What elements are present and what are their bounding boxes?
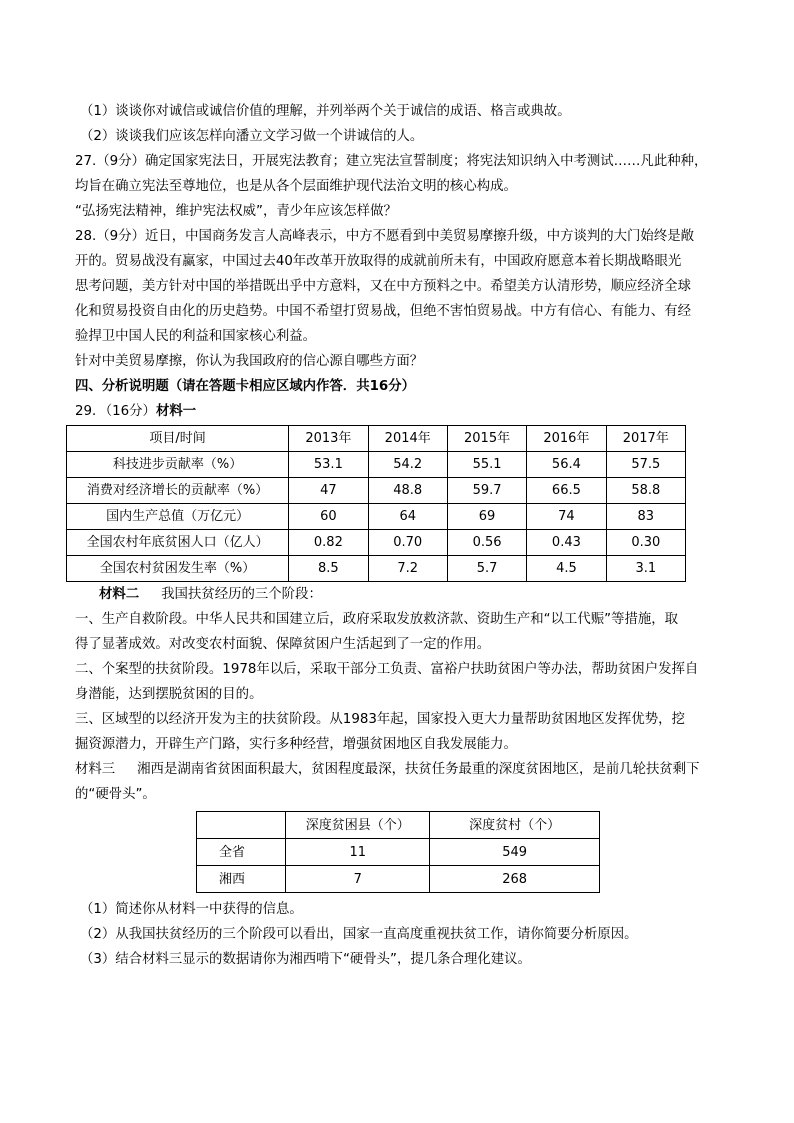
table-cell: 55.1 <box>447 452 526 478</box>
table-cell: 全国农村贫困发生率（%） <box>67 556 289 582</box>
table-cell: 科技进步贡献率（%） <box>67 452 289 478</box>
material-3-line2: 的“硬骨头”。 <box>75 787 156 802</box>
question-27-prompt: “弘扬宪法精神，维护宪法权威”，青少年应该怎样做？ <box>75 204 397 219</box>
material-2-stage2-line2: 身潜能，达到摆脱贫困的目的。 <box>75 687 263 702</box>
material-2-title: 我国扶贫经历的三个阶段： <box>161 587 322 602</box>
table-cell: 5.7 <box>447 556 526 582</box>
question-29-sub3: （3）结合材料三显示的数据请你为湘西啃下“硬骨头”，提几条合理化建议。 <box>80 952 531 967</box>
table-header-cell: 2015年 <box>447 426 526 452</box>
material-2-label: 材料二 <box>99 587 140 602</box>
question-26-sub2: （2）谈谈我们应该怎样向潘立文学习做一个讲诚信的人。 <box>80 129 424 144</box>
table-cell: 69 <box>447 504 526 530</box>
table-cell: 549 <box>430 839 600 866</box>
table-header-cell: 2014年 <box>368 426 447 452</box>
table-cell: 0.82 <box>289 530 368 556</box>
table-cell: 53.1 <box>289 452 368 478</box>
table-cell: 消费对经济增长的贡献率（%） <box>67 478 289 504</box>
material-2-stage3-line2: 掘资源潜力，开辟生产门路，实行多种经营，增强贫困地区自我发展能力。 <box>75 737 517 752</box>
material-3-text: 湘西是湖南省贫困面积最大，贫困程度最深，扶贫任务最重的深度贫困地区，是前几轮扶贫剩下 <box>137 762 700 777</box>
table-header-cell: 2013年 <box>289 426 368 452</box>
table-row <box>67 504 686 530</box>
table-cell: 58.8 <box>606 478 685 504</box>
material-2-heading <box>75 582 723 607</box>
table-row <box>67 556 686 582</box>
table-cell: 全国农村年底贫困人口（亿人） <box>67 530 289 556</box>
question-29-number: 29．（16分） <box>75 404 156 419</box>
table-cell: 59.7 <box>447 478 526 504</box>
table-cell: 268 <box>430 866 600 893</box>
material-1-table <box>66 425 686 582</box>
table-cell: 国内生产总值（万亿元） <box>67 504 289 530</box>
table-header-row <box>197 812 600 839</box>
table-cell: 7 <box>286 866 430 893</box>
table-cell: 3.1 <box>606 556 685 582</box>
table-cell: 全省 <box>197 839 286 866</box>
table-cell: 74 <box>527 504 606 530</box>
material-3-label: 材料三 <box>75 762 116 777</box>
material-2-stage1-line1: 一、生产自救阶段。中华人民共和国建立后，政府采取发放救济款、资助生产和“以工代赈”等措施，取 <box>75 612 679 627</box>
table-cell: 83 <box>606 504 685 530</box>
question-28-line2: 开的。贸易战没有赢家，中国过去40年改革开放取得的成就前所未有，中国政府愿意本着长期战略眼光 <box>75 254 682 269</box>
table-cell: 11 <box>286 839 430 866</box>
table-cell: 66.5 <box>527 478 606 504</box>
material-2-stage2-line1: 二、个案型的扶贫阶段。1978年以后，采取干部分工负责、富裕户扶助贫困户等办法，帮助贫困户发挥自 <box>75 662 699 677</box>
table-header-cell: 2017年 <box>606 426 685 452</box>
material-1-label: 材料一 <box>155 404 197 419</box>
question-27-line1: 27.（9分）确定国家宪法日，开展宪法教育；建立宪法宣誓制度；将宪法知识纳入中考测试……凡此种种， <box>75 154 708 169</box>
table-row <box>67 478 686 504</box>
table-cell: 54.2 <box>368 452 447 478</box>
material-3-line1 <box>75 757 723 782</box>
question-27-line2: 均旨在确立宪法至尊地位，也是从各个层面维护现代法治文明的核心构成。 <box>75 179 517 194</box>
table-cell: 47 <box>289 478 368 504</box>
exam-page <box>75 99 723 972</box>
material-2-stage1-line2: 得了显著成效。对改变农村面貌、保障贫困户生活起到了一定的作用。 <box>75 637 491 652</box>
table-row <box>67 530 686 556</box>
table-cell: 4.5 <box>527 556 606 582</box>
question-28-line3: 思考问题，美方针对中国的举措既出乎中方意料，又在中方预料之中。希望美方认清形势，顺应经济全球 <box>75 279 691 294</box>
table-cell: 60 <box>289 504 368 530</box>
table-row <box>197 866 600 893</box>
table-cell: 0.30 <box>606 530 685 556</box>
table-row <box>197 839 600 866</box>
table-cell: 48.8 <box>368 478 447 504</box>
question-29-sub2: （2）从我国扶贫经历的三个阶段可以看出，国家一直高度重视扶贫工作，请你简要分析原因。 <box>80 927 638 942</box>
table-header-cell: 2016年 <box>527 426 606 452</box>
table-cell: 7.2 <box>368 556 447 582</box>
table-cell: 8.5 <box>289 556 368 582</box>
question-28-line1: 28.（9分）近日，中国商务发言人高峰表示，中方不愿看到中美贸易摩擦升级，中方谈判的大门始终是敞 <box>75 229 694 244</box>
table-cell: 湘西 <box>197 866 286 893</box>
table-header-cell <box>197 812 286 839</box>
question-29-label <box>75 399 723 424</box>
question-28-prompt: 针对中美贸易摩擦，你认为我国政府的信心源自哪些方面？ <box>75 354 424 369</box>
table-cell: 0.56 <box>447 530 526 556</box>
question-28-line4: 化和贸易投资自由化的历史趋势。中国不希望打贸易战，但绝不害怕贸易战。中方有信心、有能力、有经 <box>75 304 691 319</box>
table-row <box>67 452 686 478</box>
section-4-title: 四、分析说明题（请在答题卡相应区域内作答．共16分） <box>75 379 416 394</box>
material-3-table <box>196 811 600 893</box>
table-header-cell: 深度贫困县（个） <box>286 812 430 839</box>
question-29-sub1: （1）简述你从材料一中获得的信息。 <box>80 902 303 917</box>
question-28-line5: 验捍卫中国人民的利益和国家核心利益。 <box>75 329 317 344</box>
table-cell: 57.5 <box>606 452 685 478</box>
table-cell: 64 <box>368 504 447 530</box>
table-header-cell: 项目/时间 <box>67 426 289 452</box>
table-header-cell: 深度贫村（个） <box>430 812 600 839</box>
table-cell: 56.4 <box>527 452 606 478</box>
material-2-stage3-line1: 三、区域型的以经济开发为主的扶贫阶段。从1983年起，国家投入更大力量帮助贫困地区发挥优势，挖 <box>75 712 685 727</box>
table-cell: 0.43 <box>527 530 606 556</box>
table-header-row <box>67 426 686 452</box>
table-cell: 0.70 <box>368 530 447 556</box>
question-26-sub1: （1）谈谈你对诚信或诚信价值的理解，并列举两个关于诚信的成语、格言或典故。 <box>80 104 571 119</box>
